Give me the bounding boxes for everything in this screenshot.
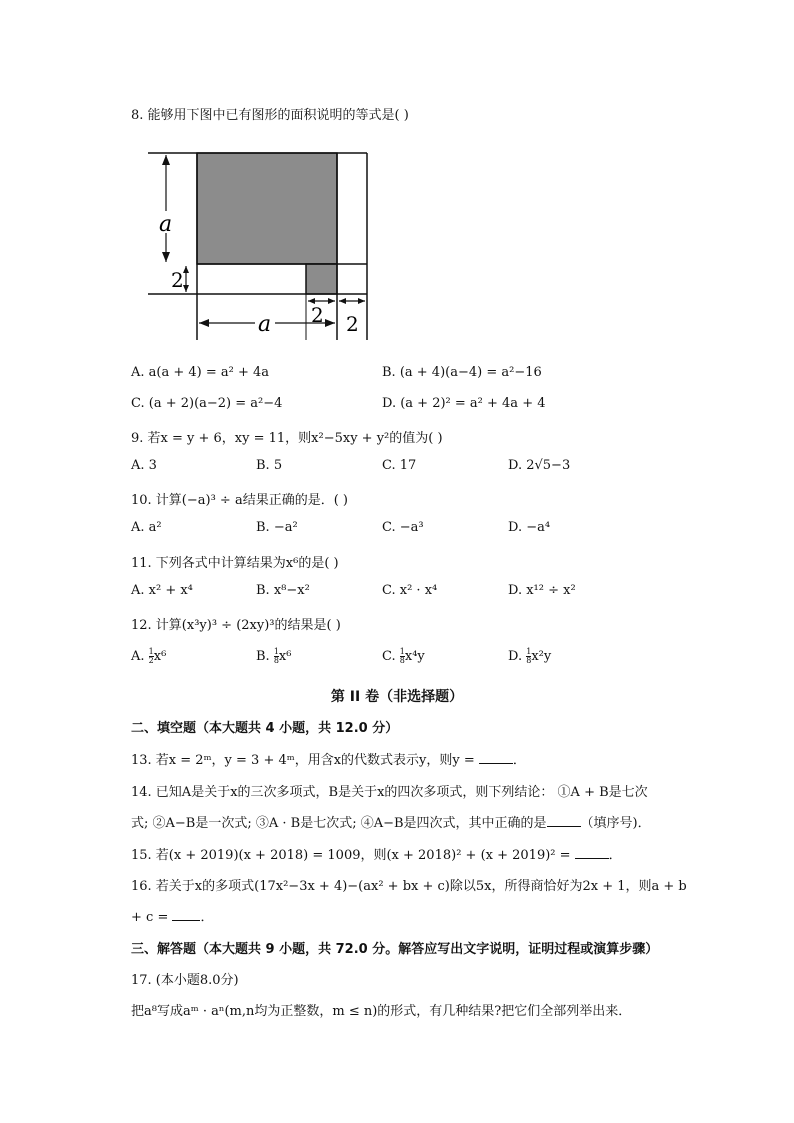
q9-option-a[interactable]: A. 3 — [131, 458, 157, 473]
q10-stem: 10. 计算(−a)³ ÷ a结果正确的是．( ) — [131, 493, 348, 508]
q11-option-c[interactable]: C. x² · x⁴ — [382, 583, 438, 598]
q16-line2 — [131, 906, 214, 925]
q10-option-a[interactable]: A. a² — [131, 520, 162, 535]
q11-option-a[interactable]: A. x² + x⁴ — [131, 583, 193, 598]
q14-answer-blank[interactable] — [547, 815, 581, 827]
shaded-square — [197, 153, 337, 264]
q16-text: + c = — [131, 910, 169, 925]
q12-option-a[interactable] — [131, 648, 166, 665]
shaded-small-square — [306, 264, 337, 294]
q15-text: 15. 若(x + 2019)(x + 2018) = 1009，则(x + 2018)² + (x + 2019)² = — [131, 848, 571, 863]
q13-answer-blank[interactable] — [479, 752, 513, 764]
q11-option-d[interactable]: D. x¹² ÷ x² — [508, 583, 576, 598]
q12-stem: 12. 计算(x³y)³ ÷ (2xy)³的结果是( ) — [131, 618, 341, 633]
q14-end: （填序号)． — [580, 816, 651, 831]
q8-option-d[interactable]: D. (a + 2)² = a² + 4a + 4 — [382, 396, 546, 411]
q9-option-b[interactable]: B. 5 — [256, 458, 283, 473]
option-tail: x⁴y — [404, 649, 425, 664]
q10-option-d[interactable]: D. −a⁴ — [508, 520, 551, 535]
q11-stem: 11. 下列各式中计算结果为x⁶的是( ) — [131, 556, 339, 571]
q17-body: 把a⁸写成aᵐ · aⁿ(m,n均为正整数，m ≤ n)的形式，有几种结果?把它们全部列举出来． — [131, 1004, 632, 1019]
q8-stem: 8. 能够用下图中已有图形的面积说明的等式是( ) — [131, 108, 409, 123]
numerator: 1 — [273, 647, 279, 656]
q13 — [131, 749, 526, 768]
option-letter: D. — [508, 649, 523, 664]
denominator: 2 — [148, 656, 154, 665]
q17-header: 17. (本小题8.0分) — [131, 973, 239, 988]
q8-option-b[interactable]: B. (a + 4)(a−4) = a²−16 — [382, 365, 542, 380]
label-2-mid: 2 — [311, 303, 324, 327]
part2-title: 第 II 卷（非选择题） — [330, 689, 464, 705]
q10-option-c[interactable]: C. −a³ — [382, 520, 424, 535]
label-2-left: 2 — [171, 268, 184, 292]
option-tail: x²y — [531, 649, 552, 664]
q15-answer-blank[interactable] — [575, 847, 609, 859]
option-letter: A. — [131, 649, 145, 664]
label-a-left: a — [159, 212, 173, 237]
option-letter: C. — [382, 649, 396, 664]
q9-option-d[interactable]: D. 2√5−3 — [508, 458, 571, 473]
denominator: 8 — [273, 656, 279, 665]
q8-option-a[interactable]: A. a(a + 4) = a² + 4a — [131, 365, 270, 380]
q16-end: ． — [200, 910, 214, 925]
q9-stem: 9. 若x = y + 6，xy = 11，则x²−5xy + y²的值为( ) — [131, 431, 443, 446]
numerator: 1 — [148, 647, 154, 656]
denominator: 8 — [399, 656, 405, 665]
q12-option-d[interactable] — [508, 648, 551, 665]
q8-option-c[interactable]: C. (a + 2)(a−2) = a²−4 — [131, 396, 283, 411]
q14-line2 — [131, 812, 651, 831]
q16-answer-blank[interactable] — [172, 909, 200, 921]
option-letter: B. — [256, 649, 270, 664]
numerator: 1 — [526, 647, 532, 656]
q10-option-b[interactable]: B. −a² — [256, 520, 298, 535]
label-2-right: 2 — [346, 312, 359, 336]
q12-option-c[interactable] — [382, 648, 425, 665]
q14-text: 式; ②A−B是一次式; ③A · B是七次式; ④A−B是四次式，其中正确的是 — [131, 816, 547, 831]
q13-text: 13. 若x = 2ᵐ，y = 3 + 4ᵐ，用含x的代数式表示y，则y = — [131, 753, 475, 768]
q8-figure — [140, 145, 380, 345]
denominator: 8 — [526, 656, 532, 665]
q14-line1: 14. 已知A是关于x的三次多项式，B是关于x的四次多项式，则下列结论： ①A + B是七次 — [131, 785, 648, 800]
numerator: 1 — [399, 647, 405, 656]
q11-option-b[interactable]: B. x⁸−x² — [256, 583, 310, 598]
q16-line1: 16. 若关于x的多项式(17x²−3x + 4)−(ax² + bx + c)除以5x，所得商恰好为2x + 1，则a + b — [131, 879, 687, 894]
q15-end: ． — [608, 848, 622, 863]
option-tail: x⁶ — [153, 649, 167, 664]
section-fill-in-title: 二、填空题（本大题共 4 小题，共 12.0 分） — [131, 721, 399, 736]
section-solve-title: 三、解答题（本大题共 9 小题，共 72.0 分。解答应写出文字说明，证明过程或演算步骤） — [131, 942, 659, 957]
label-a-bottom: a — [258, 312, 272, 337]
q9-option-c[interactable]: C. 17 — [382, 458, 417, 473]
option-tail: x⁶ — [278, 649, 292, 664]
q12-option-b[interactable] — [256, 648, 291, 665]
q13-end: ． — [512, 753, 526, 768]
q15 — [131, 844, 622, 863]
